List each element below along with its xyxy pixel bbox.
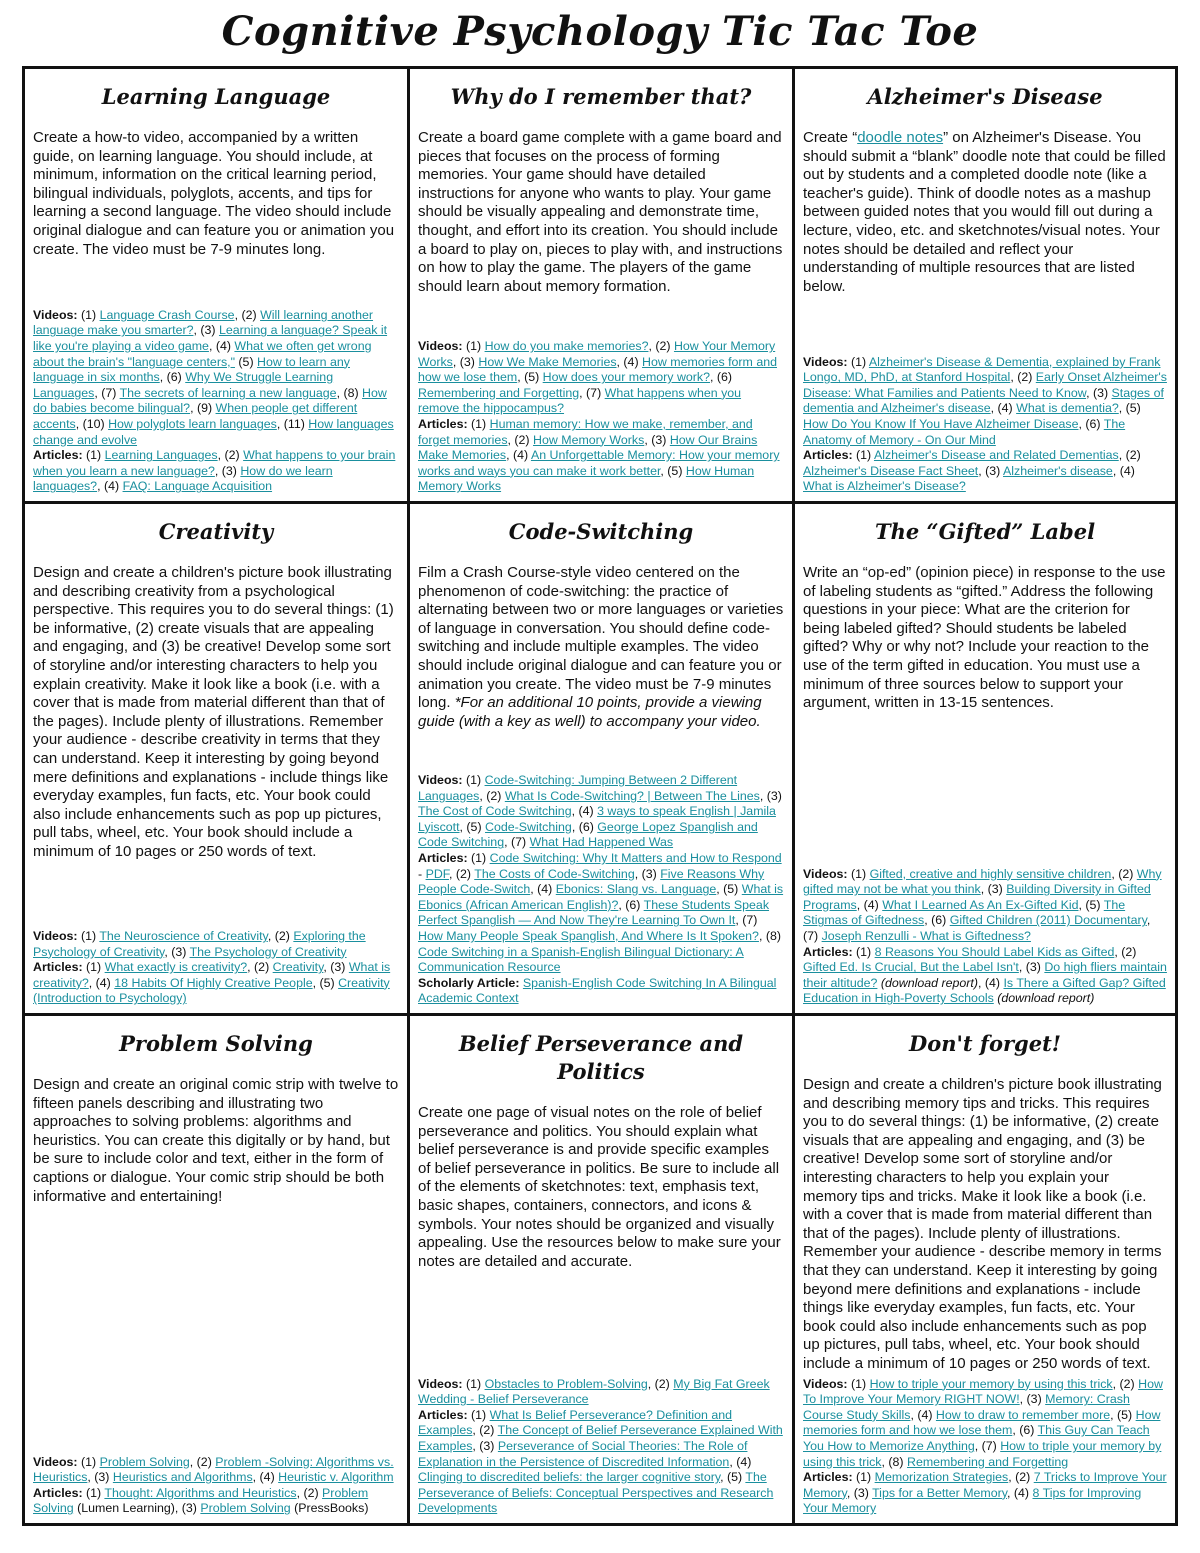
resources (803, 355, 1167, 495)
cell-why-do-i-remember (410, 69, 795, 504)
link[interactable]: 18 Habits Of Highly Creative People (114, 975, 313, 990)
link[interactable]: Obstacles to Problem-Solving (484, 1376, 648, 1391)
link[interactable]: How to draw to remember more (935, 1407, 1111, 1422)
link[interactable]: How Memory Works (533, 432, 645, 447)
link[interactable]: 7 Tricks to Improve Your Memory (803, 1470, 1167, 1500)
cell-description: Create a board game complete with a game board and pieces that focuses on the process of forming memories. Your game should have detailed instructions for anyone who wants to play. Your game should be visually appealing and demonstrate time, thought, and effort into its creation. You should include a board to play on, pieces to play with, and instructions on how to play the game. The players of the game should learn about memory formation. (418, 129, 783, 295)
link[interactable]: George Lopez Spanglish and Code Switching (418, 819, 758, 850)
link[interactable]: My Big Fat Greek Wedding - Belief Perseverance (418, 1376, 770, 1407)
link[interactable]: Problem -Solving: Algorithms vs. Heuristics (33, 1454, 394, 1485)
link[interactable]: Why gifted may not be what you think (803, 866, 1162, 897)
link[interactable]: What is Ebonics (African American English)? (418, 882, 784, 912)
cell-title: Code-Switching (508, 519, 694, 544)
link[interactable]: Gifted, creative and highly sensitive children (869, 866, 1112, 881)
link[interactable]: How do we learn languages? (33, 463, 333, 494)
link[interactable]: Clinging to discredited beliefs: the larger cognitive story (418, 1470, 721, 1485)
cell-title: Belief Perseverance and Politics (458, 1031, 744, 1084)
link[interactable]: Remembering and Forgetting (418, 385, 580, 400)
link[interactable]: Learning Languages (104, 448, 218, 463)
resources (33, 1455, 399, 1517)
articles-list: Articles: (1) Memorization Strategies, (2) 7 Tricks to Improve Your Memory, (3) Tips for a Better Memory, (4) 8 Tips for Improving Your Memory (803, 1470, 1167, 1516)
link[interactable]: Exploring the Psychology of Creativity (33, 929, 366, 959)
cell-description: Design and create an original comic strip with twelve to fifteen panels describing and illustrating two approaches to solving problems: algorithms and heuristics. You can create this digitally or by hand, but be sure to include color and text, either in the form of captions or dialogue. Your comic strip should be both informative and entertaining! (33, 1076, 399, 1205)
cell-description: Create “doodle notes” on Alzheimer's Disease. You should submit a “blank” doodle note that could be filled out by students and a completed doodle note (like a teacher's guide). Think of doodle notes as a mashup between guided notes that you would fill out during a lecture, video, etc. and sketchnotes/visual notes. Your notes should be detailed and reflect your understanding of multiple resources that are listed below. (803, 129, 1166, 295)
link[interactable]: Creativity (Introduction to Psychology) (33, 975, 390, 1006)
articles-list: Articles: (1) Thought: Algorithms and Heuristics, (2) Problem Solving (Lumen Learning), (3) Problem Solving (PressBooks) (33, 1485, 369, 1516)
cell-title: Creativity (158, 519, 274, 544)
link[interactable]: The Concept of Belief Perseverance Explained With Examples (418, 1423, 783, 1454)
articles-list: Articles: (1) Alzheimer's Disease and Related Dementias, (2) Alzheimer's Disease Fact Sheet, (3) Alzheimer's disease, (4) What is Alzheimer's Disease? (803, 448, 1141, 494)
cell-gifted-label (795, 504, 1175, 1016)
cell-description: Write an “op-ed” (opinion piece) in response to the use of labeling students as “gifted.” Address the following questions in your piece: What are the criterion for being labeled gifted? Should students be labeled gifted? Why or why not? Include your reaction to the use of the term gifted in education. You must use a minimum of three sources below to support your argument, written in 13-15 sentences. (803, 564, 1166, 712)
link[interactable]: 8 Reasons You Should Label Kids as Gifted (874, 944, 1115, 959)
cell-title: Learning Language (101, 84, 331, 109)
link[interactable]: Creativity (272, 960, 324, 975)
link[interactable]: Early Onset Alzheimer's Disease: What Families and Patients Need to Know (803, 370, 1167, 400)
link[interactable]: What is creativity? (33, 960, 391, 990)
link[interactable]: What is Alzheimer's Disease? (803, 479, 966, 494)
link[interactable]: How memories form and how we lose them (803, 1407, 1161, 1438)
link[interactable]: How languages change and evolve (33, 417, 394, 447)
link[interactable]: The secrets of learning a new language (119, 385, 337, 400)
cell-title: Alzheimer's Disease (867, 84, 1103, 109)
resources (803, 867, 1167, 1007)
articles-list: Articles: (1) What exactly is creativity?, (2) Creativity, (3) What is creativity?, (4) 18 Habits Of Highly Creative People, (5) Creativity (Introduction to Psychology) (33, 960, 391, 1006)
videos-list: Videos: (1) The Neuroscience of Creativity, (2) Exploring the Psychology of Creativity, (3) The Psychology of Creativity (33, 929, 366, 959)
link[interactable]: Five Reasons Why People Code-Switch (418, 866, 765, 897)
link[interactable]: How to triple your memory by using this trick (869, 1376, 1113, 1391)
link[interactable]: When people get different accents (33, 401, 358, 432)
link[interactable]: How Do You Know If You Have Alzheimer Disease (803, 417, 1079, 432)
articles-list: Articles: (1) Code Switching: Why It Matters and How to Respond - PDF, (2) The Costs of Code-Switching, (3) Five Reasons Why People Code-Switch, (4) Ebonics: Slang vs. Language, (5) What is Ebonics (African American English)?, (6) These Students Speak Perfect Spanglish — And Now They're Learning To Own It, (7) How Many People Speak Spanglish, And Where Is It Spoken?, (8) Code Switching in a Spanish-English Bilingual Dictionary: A Communication Resource (418, 851, 784, 975)
videos-list: Videos: (1) Alzheimer's Disease & Dementia, explained by Frank Longo, MD, PhD, at Stanford Hospital, (2) Early Onset Alzheimer's Disease: What Families and Patients Need to Know, (3) Stages of dementia and Alzheimer's disease, (4) What is dementia?, (5) How Do You Know If You Have Alzheimer Disease, (6) The Anatomy of Memory - On Our Mind (803, 354, 1167, 447)
link[interactable]: Spanish-English Code Switching In A Bilingual Academic Context (418, 975, 777, 1006)
cell-title: Why do I remember that? (450, 84, 752, 109)
bonus-note: *For an additional 10 points, provide a viewing guide (with a key as well) to accompany your video. (418, 694, 762, 730)
articles-list: Articles: (1) What Is Belief Perseverance? Definition and Examples, (2) The Concept of Belief Perseverance Explained With Examples, (3) Perseverance of Social Theories: The Role of Explanation in the Persistence of Discredited Information, (4) Clinging to discredited beliefs: the larger cognitive story, (5) The Perseverance of Beliefs: Conceptual Perspectives and Research Developments (418, 1407, 783, 1516)
cell-description: Create one page of visual notes on the role of belief perseverance and politics. You should explain what belief perseverance is and provide specific examples of belief perseverance in politics. Be sure to include all of the elements of sketchnotes: text, emphasis text, basic shapes, containers, connectors, and icons & symbols. Your notes should be organized and visually appealing. Use the resources below to make sure your notes are detailed and accurate. (418, 1104, 781, 1270)
videos-list: Videos: (1) Gifted, creative and highly sensitive children, (2) Why gifted may not be what you think, (3) Building Diversity in Gifted Programs, (4) What I Learned As An Ex-Gifted Kid, (5) The Stigmas of Giftedness, (6) Gifted Children (2011) Documentary, (7) Joseph Renzulli - What is Giftedness? (803, 866, 1162, 944)
link[interactable]: Alzheimer's Disease Fact Sheet (803, 463, 979, 478)
resources (418, 1377, 784, 1517)
link[interactable]: Problem Solving (33, 1485, 369, 1516)
articles-list: Articles: (1) 8 Reasons You Should Label Kids as Gifted, (2) Gifted Ed. Is Crucial, But the Label Isn't, (3) Do high fliers maintain their altitude? (download report), (4) Is There a Gifted Gap? Gifted Education in High-Poverty Schools (download report) (803, 944, 1167, 1006)
link[interactable]: This Guy Can Teach You How to Memorize Anything (803, 1423, 1150, 1454)
link[interactable]: 3 ways to speak English | Jamila Lyiscott (418, 804, 776, 834)
link[interactable]: What exactly is creativity? (104, 960, 248, 975)
link[interactable]: Why We Struggle Learning Languages (33, 370, 334, 400)
link[interactable]: The Neuroscience of Creativity (99, 929, 268, 944)
link[interactable]: Code Switching: Why It Matters and How to Respond (489, 851, 782, 866)
link[interactable]: Gifted Ed. Is Crucial, But the Label Isn't (803, 960, 1019, 975)
link[interactable]: How do you make memories? (484, 339, 649, 354)
link[interactable]: How to learn any language in six months (33, 354, 350, 385)
link[interactable]: Alzheimer's Disease & Dementia, explained by Frank Longo, MD, PhD, at Stanford Hospital (803, 354, 1161, 385)
link[interactable]: The Anatomy of Memory - On Our Mind (803, 417, 1126, 447)
cell-description: Film a Crash Course-style video centered on the phenomenon of code-switching: the practice of alternating between two or more languages or varieties of language in conversation. You should define code-switching and include multiple examples. The video should include original dialogue and can feature you or animation you create. The video must be 7-9 minutes long. *For an additional 10 points, provide a viewing guide (with a key as well) to accompany your video. (418, 564, 784, 730)
page-title: Cognitive Psychology Tic Tac Toe (221, 8, 979, 55)
link[interactable]: Perseverance of Beliefs: Conceptual Perspectives and Research Developments (418, 1485, 774, 1516)
link[interactable]: Heuristics and Algorithms (112, 1470, 253, 1485)
link[interactable]: Problem Solving (200, 1501, 291, 1516)
cell-dont-forget (795, 1016, 1175, 1523)
videos-list: Videos: (1) How do you make memories?, (2) How Your Memory Works, (3) How We Make Memories, (4) How memories form and how we lose them, (5) How does your memory work?, (6) Remembering and Forgetting, (7) What happens when you remove the hippocampus? (418, 339, 777, 416)
link[interactable]: How to triple your memory by using this trick (803, 1439, 1162, 1469)
link[interactable]: Is There a Gifted Gap? Gifted Education in High-Poverty Schools (803, 975, 1166, 1006)
link[interactable]: The Costs of Code-Switching (474, 866, 635, 881)
link[interactable]: How Human Memory Works (418, 463, 755, 494)
link[interactable]: Memory: Crash Course Study Skills (803, 1392, 1130, 1422)
link[interactable]: An Unforgettable Memory: How your memory works and ways you can make it work better (418, 448, 780, 478)
link[interactable]: Joseph Renzulli - What is Giftedness? (821, 929, 1031, 944)
resources (33, 308, 399, 495)
link[interactable]: Memorization Strategies (874, 1470, 1009, 1485)
link[interactable]: These Students Speak Perfect Spanglish — And Now They're Learning To Own It (418, 897, 770, 928)
videos-list: Videos: (1) How to triple your memory by using this trick, (2) How To Improve Your Memory RIGHT NOW!, (3) Memory: Crash Course Study Skills, (4) How to draw to remember more, (5) How memories form and how we lose them, (6) This Guy Can Teach You How to Memorize Anything, (7) How to triple your memory by using this trick, (8) Remembering and Forgetting (803, 1376, 1163, 1469)
link[interactable]: How Your Memory Works (418, 339, 776, 369)
link[interactable]: Alzheimer's Disease and Related Dementias (873, 448, 1119, 463)
download-note: (download report) (997, 991, 1095, 1006)
link[interactable]: Alzheimer's disease (1003, 463, 1113, 478)
scholarly-article: Scholarly Article: Spanish-English Code Switching In A Bilingual Academic Context (418, 975, 777, 1006)
link[interactable]: Gifted Children (2011) Documentary (949, 913, 1147, 928)
link[interactable]: Code-Switching (485, 819, 572, 834)
link[interactable]: The Psychology of Creativity (189, 944, 347, 959)
link[interactable]: What is dementia? (1016, 401, 1119, 416)
resources (33, 929, 399, 1007)
cell-description: Design and create a children's picture book illustrating and describing memory tips and tricks. This requires you to do several things: (1) be informative, (2) create visuals that are appealing and engaging, and (3) be creative! Develop some sort of storyline and/or interesting characters to help you explain your memory tips and tricks. Make it look like a book (i.e. with a cover that is made from material different than that of the pages). Include plenty of illustrations. Remember your audience - describe memory in terms that they can understand. Keep it interesting by going beyond mere definitions and explanations - include things like everyday examples, fun facts, etc. Your book could also include enhancements such as pop up pictures, pull tabs, wheel, etc. Your book should include a minimum of 10 pages or 250 words of text. (803, 1076, 1162, 1372)
link[interactable]: Do high fliers maintain their altitude? (803, 960, 1167, 990)
resources (418, 773, 784, 1007)
link[interactable]: What happens to your brain when you learn a new language? (33, 448, 396, 478)
link[interactable]: How polyglots learn languages (108, 417, 277, 432)
link[interactable]: What happens when you remove the hippocampus? (418, 385, 742, 416)
link[interactable]: What I Learned As An Ex-Gifted Kid (882, 897, 1079, 912)
link[interactable]: 8 Tips for Improving Your Memory (803, 1485, 1142, 1516)
link[interactable]: Code Switching in a Spanish-English Bilingual Dictionary: A Communication Resource (418, 944, 744, 975)
link[interactable]: Building Diversity in Gifted Programs (803, 882, 1151, 912)
link[interactable]: What Is Code-Switching? | Between The Lines (504, 788, 760, 803)
link[interactable]: Remembering and Forgetting (907, 1454, 1069, 1469)
link[interactable]: How Many People Speak Spanglish, And Where Is It Spoken? (418, 929, 759, 944)
resources (803, 1377, 1167, 1517)
link[interactable]: Problem Solving (99, 1454, 190, 1469)
link[interactable]: Learning a language? Speak it like you're playing a video game (33, 323, 388, 354)
link[interactable]: Perseverance of Social Theories: The Role of Explanation in the Persistence of Discredited Information (418, 1439, 748, 1469)
cell-description: Create a how-to video, accompanied by a written guide, on learning language. You should include, at minimum, information on the critical learning period, bilingual individuals, polyglots, accents, and tips for learning a second language. The video should include original dialogue and can feature you or animation you create. The video must be 7-9 minutes long. (33, 129, 395, 258)
doodle-notes-link[interactable]: doodle notes (857, 129, 944, 146)
articles-list: Articles: (1) Learning Languages, (2) What happens to your brain when you learn a new language?, (3) How do we learn languages?, (4) FAQ: Language Acquisition (33, 448, 396, 494)
link[interactable]: What Had Happened Was (529, 835, 674, 850)
link[interactable]: How does your memory work? (542, 370, 710, 385)
link[interactable]: How Our Brains Make Memories (418, 432, 758, 463)
link[interactable]: How memories form and how we lose them (418, 354, 777, 385)
cell-title: The “Gifted” Label (874, 519, 1096, 544)
cell-description: Design and create a children's picture book illustrating and describing creativity from a psychological perspective. This requires you to do several things: (1) be informative, (2) create visuals that are appealing and engaging, and (3) be creative! Develop some sort of storyline and/or interesting characters to help you explain creativity. Make it look like a book (i.e. with a cover that is made from material different than that of the pages). Include plenty of illustrations. Remember your audience - describe creativity in terms that they can understand. Keep it interesting by going beyond mere definitions and explanations - include things like everyday examples, fun facts, etc. Your book could also include enhancements such as pop up pictures, pull tabs, wheel, etc. Your book should include a minimum of 10 pages or 250 words of text. (33, 564, 394, 860)
cell-code-switching (410, 504, 795, 1016)
link[interactable]: Will learning another language make you smarter? (33, 307, 374, 338)
link[interactable]: Ebonics: Slang vs. Language (555, 882, 717, 897)
link[interactable]: Heuristic v. Algorithm (278, 1470, 394, 1485)
link[interactable]: What Is Belief Perseverance? Definition and Examples (418, 1407, 733, 1438)
link[interactable]: What we often get wrong about the brain's "language centers," (33, 339, 372, 369)
link[interactable]: How We Make Memories (478, 354, 617, 369)
cell-alzheimers (795, 69, 1175, 504)
articles-list: Articles: (1) Human memory: How we make, remember, and forget memories, (2) How Memory Works, (3) How Our Brains Make Memories, (4) An Unforgettable Memory: How your memory works and ways you can make it work better, (5) How Human Memory Works (418, 417, 780, 494)
cell-title: Problem Solving (119, 1031, 313, 1056)
videos-list: Videos: (1) Problem Solving, (2) Problem -Solving: Algorithms vs. Heuristics, (3) Heuristics and Algorithms, (4) Heuristic v. Algorithm (33, 1454, 394, 1485)
download-note: (download report) (880, 975, 978, 990)
link[interactable]: Thought: Algorithms and Heuristics (104, 1485, 297, 1500)
cell-belief-perseverance (410, 1016, 795, 1523)
link[interactable]: How do babies become bilingual? (33, 385, 387, 416)
link[interactable]: Human memory: How we make, remember, and forget memories (418, 417, 753, 447)
videos-list: Videos: (1) Language Crash Course, (2) Will learning another language make you smarter?, (3) Learning a language? Speak it like you're playing a video game, (4) What we often get wrong about the brain's "language centers," (5) How to learn any language in six months, (6) Why We Struggle Learning Languages, (7) The secrets of learning a new language, (8) How do babies become bilingual?, (9) When people get different accents, (10) How polyglots learn languages, (11) How languages change and evolve (33, 307, 394, 447)
cell-title: Don't forget! (909, 1031, 1061, 1056)
cell-learning-language (25, 69, 410, 504)
link[interactable]: Tips for a Better Memory (872, 1485, 1008, 1500)
link[interactable]: PDF (425, 866, 449, 881)
videos-list: Videos: (1) Code-Switching: Jumping Between 2 Different Languages, (2) What Is Code-Switching? | Between The Lines, (3) The Cost of Code Switching, (4) 3 ways to speak English | Jamila Lyiscott, (5) Code-Switching, (6) George Lopez Spanglish and Code Switching, (7) What Had Happened Was (418, 773, 782, 850)
resources (418, 339, 784, 495)
link[interactable]: FAQ: Language Acquisition (122, 479, 273, 494)
link[interactable]: Code-Switching: Jumping Between 2 Different Languages (418, 773, 738, 803)
tic-tac-toe-grid (22, 66, 1178, 1526)
link[interactable]: The (745, 1470, 767, 1485)
link[interactable]: The Cost of Code Switching (418, 804, 572, 819)
link[interactable]: Language Crash Course (99, 307, 235, 322)
cell-problem-solving (25, 1016, 410, 1523)
cell-creativity (25, 504, 410, 1016)
videos-list: Videos: (1) Obstacles to Problem-Solving, (2) My Big Fat Greek Wedding - Belief Perseverance (418, 1376, 770, 1407)
link[interactable]: Stages of dementia and Alzheimer's disease (803, 385, 1164, 416)
link[interactable]: The Stigmas of Giftedness (803, 897, 1126, 928)
link[interactable]: How To Improve Your Memory RIGHT NOW! (803, 1376, 1163, 1407)
